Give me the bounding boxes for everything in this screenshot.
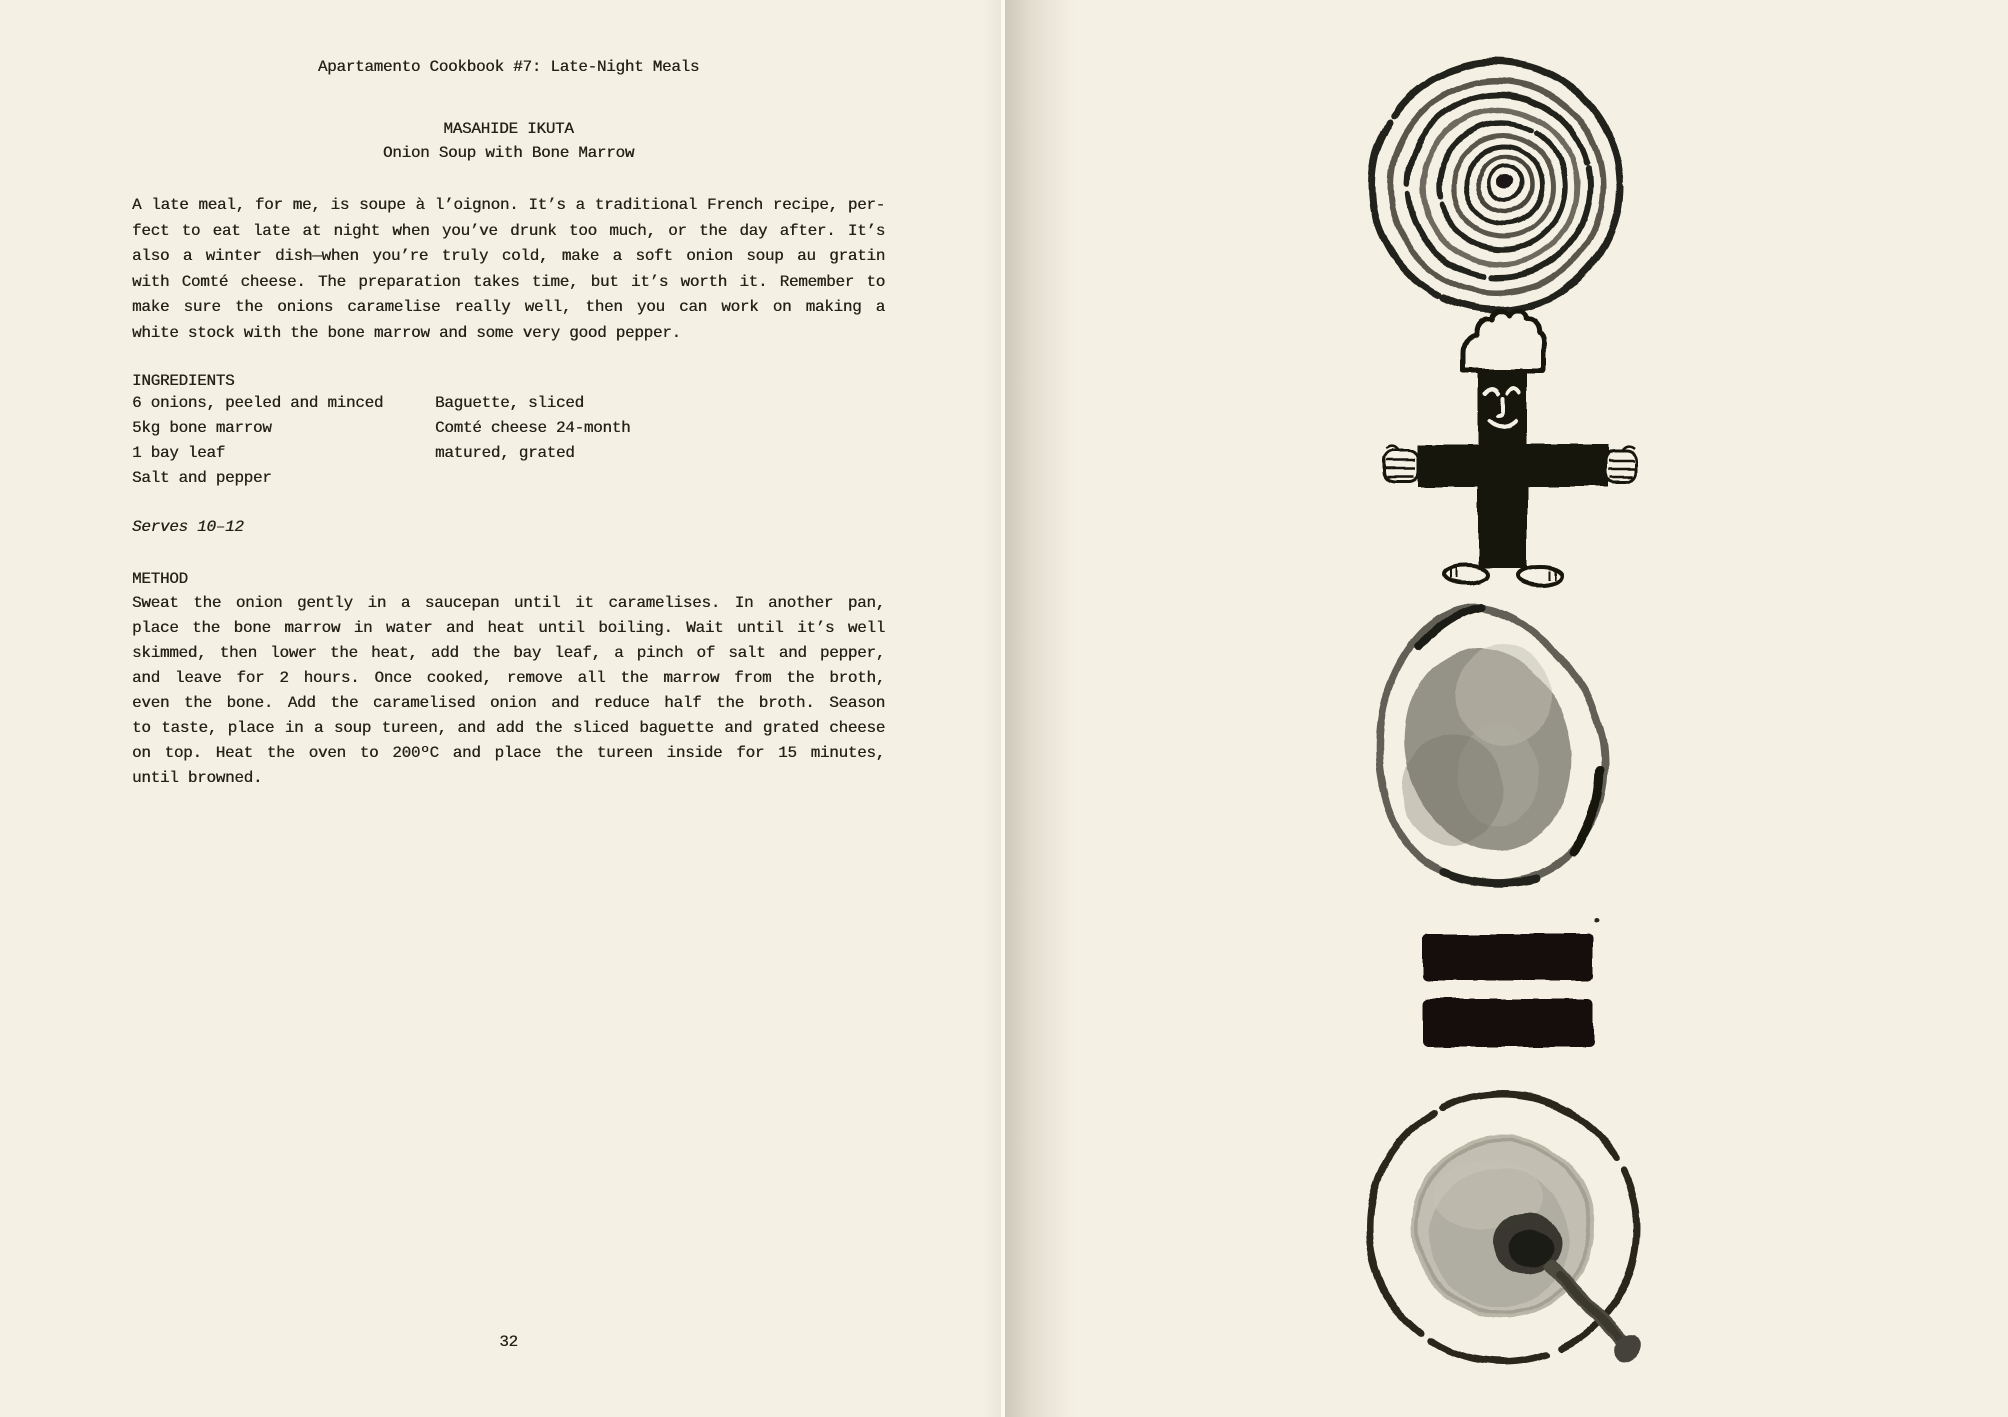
intro-line: make sure the onions caramelise really well, then you can work on making a: [132, 298, 885, 317]
bone-marrow-illustration: [1379, 608, 1605, 883]
method-line: on top. Heat the oven to 200ºC and place the tureen inside for 15 minutes,: [132, 744, 885, 762]
soup-plate-illustration: [1369, 1094, 1647, 1367]
right-page: [1003, 0, 2008, 1417]
recipe-title: Onion Soup with Bone Marrow: [382, 143, 635, 162]
method-line: until browned.: [132, 769, 263, 787]
recipe-author: MASAHIDE IKUTA: [443, 120, 574, 138]
chef-plus-sign-illustration: [1384, 310, 1636, 584]
method-line: skimmed, then lower the heat, add the bay leaf, a pinch of salt and pepper,: [132, 644, 885, 662]
method-line: and leave for 2 hours. Once cooked, remove all the marrow from the broth,: [132, 669, 885, 687]
serves-note: Serves 10–12: [132, 518, 244, 536]
intro-line: fect to eat late at night when you’ve drunk too much, or the day after. It’s: [132, 221, 885, 240]
method-paragraph: [132, 591, 885, 791]
chef-hat: [1464, 310, 1546, 371]
intro-paragraph: [132, 193, 885, 347]
intro-line: with Comté cheese. The preparation takes time, but it’s worth it. Remember to: [132, 272, 885, 291]
ingredient-item: Baguette, sliced: [435, 394, 584, 412]
method-line: place the bone marrow in water and heat until boiling. Wait until it’s well: [132, 619, 885, 637]
method-line: even the bone. Add the caramelised onion and reduce half the broth. Season: [132, 694, 885, 712]
onion-cross-section-illustration: [1372, 62, 1620, 310]
method-heading: METHOD: [132, 570, 188, 588]
running-head: Apartamento Cookbook #7: Late-Night Meals: [317, 58, 700, 76]
ingredients-column-2: [435, 391, 765, 466]
ingredient-item: matured, grated: [435, 444, 575, 462]
intro-line: A late meal, for me, is soupe à l’oignon. It’s a traditional French recipe, per-: [132, 196, 885, 214]
ingredient-item: 5kg bone marrow: [132, 419, 272, 437]
ingredient-item: Comté cheese 24-month: [435, 419, 631, 437]
ingredients-heading: INGREDIENTS: [132, 372, 235, 390]
page-number: 32: [499, 1333, 518, 1351]
intro-line: white stock with the bone marrow and some very good pepper.: [132, 323, 681, 342]
ingredient-item: Salt and pepper: [132, 469, 272, 487]
gutter-shadow-left: [983, 0, 1003, 1417]
intro-line: also a winter dish—when you’re truly cold, make a soft onion soup au gratin: [132, 247, 885, 266]
method-line: Sweat the onion gently in a saucepan until it caramelises. In another pan,: [132, 594, 885, 612]
recipe-title-block: [132, 118, 885, 165]
ingredients-column-1: [132, 391, 432, 491]
method-line: to taste, place in a soup tureen, and add the sliced baguette and grated cheese: [132, 719, 885, 737]
ingredient-item: 1 bay leaf: [132, 444, 226, 462]
equals-sign-illustration: [1422, 919, 1600, 1048]
ingredient-item: 6 onions, peeled and minced: [132, 394, 384, 412]
